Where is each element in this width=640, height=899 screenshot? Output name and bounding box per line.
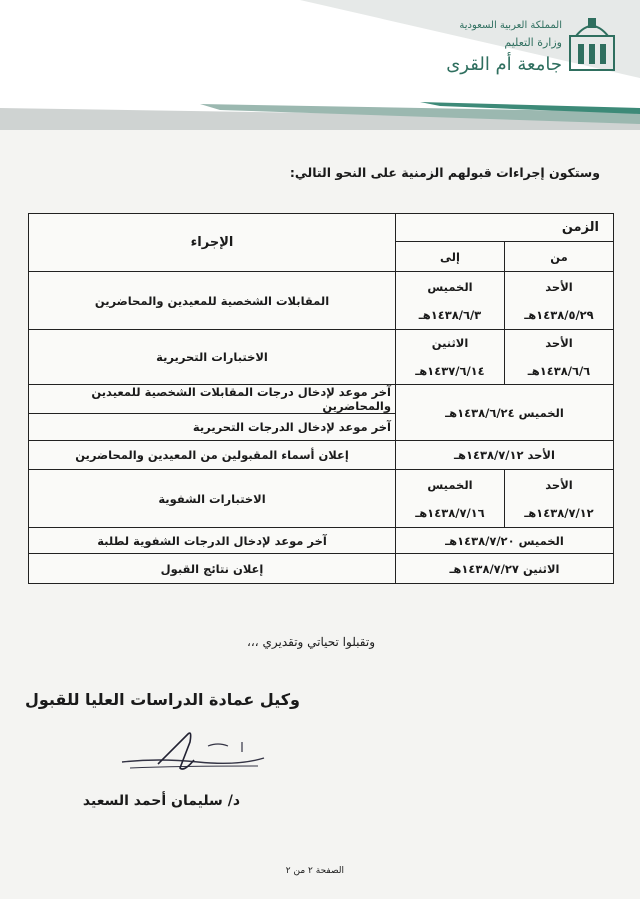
schedule-table bbox=[28, 213, 614, 584]
page-number: الصفحة ٢ من ٢ bbox=[285, 866, 344, 876]
procedure-cell: آخر موعد لإدخال درجات المقابلات الشخصية للمعيدين والمحاضرين bbox=[29, 385, 396, 414]
procedure-cell: الاختبارات التحريرية bbox=[29, 330, 396, 385]
to-cell: الخميس ١٤٣٨/٧/١٦هـ bbox=[396, 470, 505, 528]
to-cell: الاثنين ١٤٣٧/٦/١٤هـ bbox=[396, 330, 505, 385]
signature-icon bbox=[118, 728, 268, 776]
procedure-cell: إعلان أسماء المقبولين من المعيدين والمحاضرين bbox=[29, 441, 396, 470]
table-row bbox=[29, 441, 614, 470]
to-cell: الخميس ١٤٣٨/٦/٣هـ bbox=[396, 272, 505, 330]
procedure-cell: المقابلات الشخصية للمعيدين والمحاضرين bbox=[29, 272, 396, 330]
procedure-header: الإجراء bbox=[29, 214, 396, 272]
table-row bbox=[29, 528, 614, 554]
table-row bbox=[29, 554, 614, 584]
from-cell: الأحد ١٤٣٨/٦/٦هـ bbox=[505, 330, 614, 385]
from-cell: الأحد ١٤٣٨/٥/٢٩هـ bbox=[505, 272, 614, 330]
from-cell: الأحد ١٤٣٨/٧/١٢هـ bbox=[505, 470, 614, 528]
date-cell: الخميس ١٤٣٨/٦/٢٤هـ bbox=[396, 385, 614, 441]
procedure-cell: آخر موعد لإدخال الدرجات التحريرية bbox=[29, 414, 396, 441]
procedure-cell: آخر موعد لإدخال الدرجات الشفوية لطلبة bbox=[29, 528, 396, 554]
date-cell: الخميس ١٤٣٨/٧/٢٠هـ bbox=[396, 528, 614, 554]
date-cell: الأحد ١٤٣٨/٧/١٢هـ bbox=[396, 441, 614, 470]
table-row bbox=[29, 385, 614, 414]
ministry-label: وزارة التعليم bbox=[504, 36, 562, 49]
letterhead bbox=[0, 0, 640, 130]
university-emblem-icon bbox=[566, 14, 618, 74]
university-logo bbox=[394, 14, 624, 84]
table-row bbox=[29, 272, 614, 330]
procedure-cell: الاختبارات الشفوية bbox=[29, 470, 396, 528]
courtesy-text: وتقبلوا تحياتي وتقديري ،،، bbox=[247, 635, 375, 649]
table-row bbox=[29, 470, 614, 528]
signer-name: د/ سليمان أحمد السعيد bbox=[82, 793, 240, 809]
intro-text: وستكون إجراءات قبولهم الزمنية على النحو التالي: bbox=[289, 165, 600, 180]
signer-title: وكيل عمادة الدراسات العليا للقبول bbox=[24, 690, 300, 709]
time-header: الزمن bbox=[396, 214, 614, 242]
procedure-cell: إعلان نتائج القبول bbox=[29, 554, 396, 584]
date-cell: الاثنين ١٤٣٨/٧/٢٧هـ bbox=[396, 554, 614, 584]
kingdom-label: المملكة العربية السعودية bbox=[459, 20, 562, 31]
to-header: إلى bbox=[396, 242, 505, 272]
from-header: من bbox=[505, 242, 614, 272]
university-label: جامعة أم القرى bbox=[446, 54, 562, 75]
table-row bbox=[29, 330, 614, 385]
